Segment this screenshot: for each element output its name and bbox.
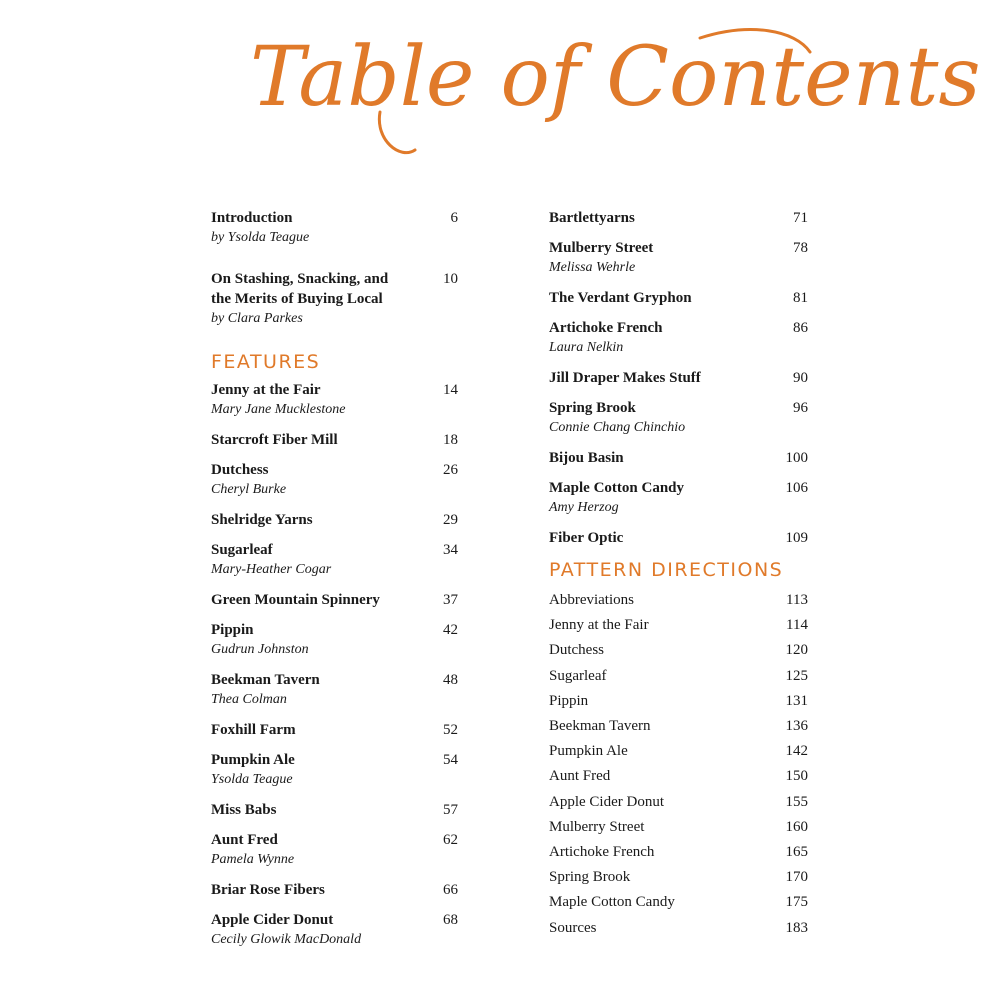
toc-entry[interactable]	[549, 368, 808, 388]
toc-entry[interactable]	[211, 910, 458, 950]
toc-entry-title: Introduction	[211, 210, 293, 226]
toc-entry[interactable]	[211, 510, 458, 530]
pattern-item-title: Mulberry Street	[549, 818, 645, 835]
toc-entry[interactable]	[211, 208, 458, 248]
toc-entry-row	[211, 460, 458, 480]
toc-entry-row	[211, 620, 458, 640]
toc-entry[interactable]	[549, 448, 808, 468]
toc-entry-row	[211, 269, 458, 309]
features-heading: FEATURES	[211, 351, 321, 373]
toc-entry[interactable]	[211, 720, 458, 740]
features-list-right	[549, 208, 808, 548]
toc-entry-author: by Clara Parkes	[211, 311, 303, 326]
toc-entry-title: Green Mountain Spinnery	[211, 592, 380, 608]
pattern-item-page: 142	[785, 743, 808, 760]
pattern-item[interactable]	[549, 638, 808, 663]
toc-entry-title: On Stashing, Snacking, and the Merits of Buying Local	[211, 271, 389, 307]
pattern-item-page: 160	[785, 818, 808, 835]
toc-entry-title: Pumpkin Ale	[211, 752, 295, 768]
toc-entry-row	[211, 510, 458, 530]
toc-entry-title: Foxhill Farm	[211, 722, 296, 738]
pattern-item-title: Sources	[549, 919, 597, 936]
toc-entry-row	[211, 590, 458, 610]
toc-entry-page: 18	[443, 432, 458, 448]
toc-entry-title: Jill Draper Makes Stuff	[549, 370, 701, 386]
toc-entry[interactable]	[211, 540, 458, 580]
toc-entry-row	[211, 910, 458, 930]
toc-entry-title: Briar Rose Fibers	[211, 882, 325, 898]
toc-entry-row	[211, 800, 458, 820]
pattern-item-title: Pippin	[549, 692, 589, 709]
toc-entry[interactable]	[211, 430, 458, 450]
toc-entry[interactable]	[211, 800, 458, 820]
toc-entry-page: 10	[443, 271, 458, 287]
pattern-item[interactable]	[549, 764, 808, 789]
toc-entry-author: Pamela Wynne	[211, 852, 295, 867]
toc-entry[interactable]	[211, 380, 458, 420]
toc-entry-page: 90	[793, 370, 808, 386]
toc-entry-row	[211, 208, 458, 228]
pattern-item-title: Sugarleaf	[549, 667, 607, 684]
toc-entry[interactable]	[549, 288, 808, 308]
toc-entry-title: Bijou Basin	[549, 450, 624, 466]
toc-entry-author: Mary-Heather Cogar	[211, 562, 332, 577]
toc-entry-row	[549, 528, 808, 548]
toc-entry[interactable]	[549, 238, 808, 278]
toc-entry-page: 66	[443, 882, 458, 898]
toc-entry-row	[549, 478, 808, 498]
pattern-item-title: Beekman Tavern	[549, 718, 651, 735]
toc-entry-row	[211, 670, 458, 690]
toc-entry-page: 71	[793, 210, 808, 226]
toc-entry-row	[549, 288, 808, 308]
toc-entry-page: 34	[443, 542, 458, 558]
pattern-item-page: 131	[785, 692, 808, 709]
toc-entry-author: Cecily Glowik MacDonald	[211, 932, 362, 947]
toc-entry-page: 96	[793, 400, 808, 416]
pattern-item-title: Jenny at the Fair	[549, 617, 649, 634]
toc-entry-author: Laura Nelkin	[549, 340, 624, 355]
pattern-item-page: 183	[785, 919, 808, 936]
toc-entry[interactable]	[211, 670, 458, 710]
toc-entry-row	[549, 318, 808, 338]
front-matter-list	[211, 208, 458, 329]
pattern-item-page: 150	[785, 768, 808, 785]
toc-entry-title: Bartlettyarns	[549, 210, 635, 226]
toc-entry-author: Gudrun Johnston	[211, 642, 309, 657]
toc-entry-row	[549, 398, 808, 418]
toc-entry-page: 86	[793, 320, 808, 336]
toc-entry-page: 6	[450, 210, 458, 226]
pattern-item[interactable]	[549, 588, 808, 613]
toc-entry[interactable]	[549, 318, 808, 358]
toc-right-column	[549, 208, 808, 941]
toc-entry-page: 109	[785, 530, 808, 546]
pattern-item[interactable]	[549, 790, 808, 815]
toc-entry-row	[549, 448, 808, 468]
toc-entry-row	[211, 380, 458, 400]
toc-entry-page: 100	[785, 450, 808, 466]
toc-entry-page: 52	[443, 722, 458, 738]
toc-entry-page: 68	[443, 912, 458, 928]
toc-entry[interactable]	[211, 830, 458, 870]
toc-entry-row	[211, 750, 458, 770]
pattern-item-page: 170	[785, 869, 808, 886]
toc-entry-author: Ysolda Teague	[211, 772, 293, 787]
pattern-item-page: 125	[785, 667, 808, 684]
toc-entry-author: Connie Chang Chinchio	[549, 420, 686, 435]
page-title-area	[230, 0, 981, 170]
toc-entry[interactable]	[211, 269, 458, 329]
pattern-directions-heading: PATTERN DIRECTIONS	[549, 559, 784, 581]
toc-entry-row	[549, 238, 808, 258]
toc-entry[interactable]	[211, 620, 458, 660]
pattern-item-title: Pumpkin Ale	[549, 743, 628, 760]
toc-entry-title: Aunt Fred	[211, 832, 278, 848]
toc-entry[interactable]	[211, 460, 458, 500]
pattern-item-page: 114	[786, 617, 808, 634]
toc-entry-title: Mulberry Street	[549, 240, 654, 256]
pattern-item[interactable]	[549, 664, 808, 689]
toc-entry[interactable]	[549, 208, 808, 228]
toc-entry-page: 78	[793, 240, 808, 256]
toc-entry-page: 26	[443, 462, 458, 478]
toc-entry-row	[211, 880, 458, 900]
toc-entry-page: 54	[443, 752, 458, 768]
pattern-item[interactable]	[549, 916, 808, 941]
pattern-item-title: Dutchess	[549, 642, 604, 659]
pattern-item-page: 175	[785, 894, 808, 911]
toc-entry-title: Apple Cider Donut	[211, 912, 334, 928]
toc-entry-author: Cheryl Burke	[211, 482, 287, 497]
toc-entry-author: Mary Jane Mucklestone	[211, 402, 346, 417]
pattern-item-page: 165	[785, 844, 808, 861]
pattern-item[interactable]	[549, 739, 808, 764]
toc-entry-title: Spring Brook	[549, 400, 636, 416]
toc-entry-row	[549, 368, 808, 388]
toc-entry-author: Amy Herzog	[549, 500, 619, 515]
pattern-item[interactable]	[549, 689, 808, 714]
pattern-item-title: Abbreviations	[549, 592, 634, 608]
toc-entry-title: Dutchess	[211, 462, 269, 478]
pattern-item-title: Artichoke French	[549, 844, 655, 861]
toc-entry-page: 37	[443, 592, 458, 608]
toc-entry-title: Maple Cotton Candy	[549, 480, 685, 496]
page-title-graphic	[230, 0, 981, 170]
toc-entry-page: 57	[443, 802, 458, 818]
toc-entry-title: Sugarleaf	[211, 542, 273, 558]
pattern-item[interactable]	[549, 890, 808, 915]
toc-entry-page: 81	[793, 290, 808, 306]
toc-entry-page: 62	[443, 832, 458, 848]
toc-entry-row	[211, 540, 458, 560]
pattern-item-title: Apple Cider Donut	[549, 793, 664, 810]
toc-entry-title: Beekman Tavern	[211, 672, 320, 688]
toc-entry[interactable]	[211, 590, 458, 610]
pattern-item[interactable]	[549, 714, 808, 739]
pattern-item[interactable]	[549, 613, 808, 638]
pattern-item-title: Spring Brook	[549, 869, 631, 886]
page-title: Table of Contents	[250, 30, 981, 125]
toc-entry-title: Starcroft Fiber Mill	[211, 432, 338, 448]
toc-entry-author: by Ysolda Teague	[211, 230, 310, 245]
pattern-item-page: 155	[785, 793, 808, 810]
toc-entry-title: Miss Babs	[211, 802, 277, 818]
pattern-item-title: Aunt Fred	[549, 768, 611, 785]
pattern-item[interactable]	[549, 865, 808, 890]
pattern-item[interactable]	[549, 815, 808, 840]
toc-entry-page: 106	[785, 480, 808, 496]
toc-entry-page: 42	[443, 622, 458, 638]
toc-entry-page: 48	[443, 672, 458, 688]
toc-entry-title: Jenny at the Fair	[211, 382, 321, 398]
toc-entry-row	[211, 830, 458, 850]
toc-entry[interactable]	[211, 880, 458, 900]
features-list-left	[211, 380, 458, 950]
toc-entry[interactable]	[549, 528, 808, 548]
toc-entry-page: 14	[443, 382, 458, 398]
pattern-item[interactable]	[549, 840, 808, 865]
toc-entry-author: Melissa Wehrle	[549, 260, 636, 275]
pattern-item-page: 120	[785, 642, 808, 659]
toc-entry[interactable]	[211, 750, 458, 790]
toc-entry-page: 29	[443, 512, 458, 528]
pattern-directions-list	[549, 588, 808, 941]
pattern-item-page: 136	[785, 718, 808, 735]
toc-entry-author: Thea Colman	[211, 692, 287, 707]
toc-entry[interactable]	[549, 478, 808, 518]
toc-entry-row	[549, 208, 808, 228]
toc-entry-title: Fiber Optic	[549, 530, 624, 546]
toc-entry-title: Pippin	[211, 622, 254, 638]
toc-entry[interactable]	[549, 398, 808, 438]
toc-entry-row	[211, 430, 458, 450]
toc-entry-row	[211, 720, 458, 740]
toc-entry-title: The Verdant Gryphon	[549, 290, 692, 306]
pattern-item-page: 113	[786, 592, 808, 608]
toc-entry-title: Shelridge Yarns	[211, 512, 313, 528]
pattern-item-title: Maple Cotton Candy	[549, 894, 675, 911]
toc-left-column	[211, 208, 458, 960]
toc-entry-title: Artichoke French	[549, 320, 663, 336]
